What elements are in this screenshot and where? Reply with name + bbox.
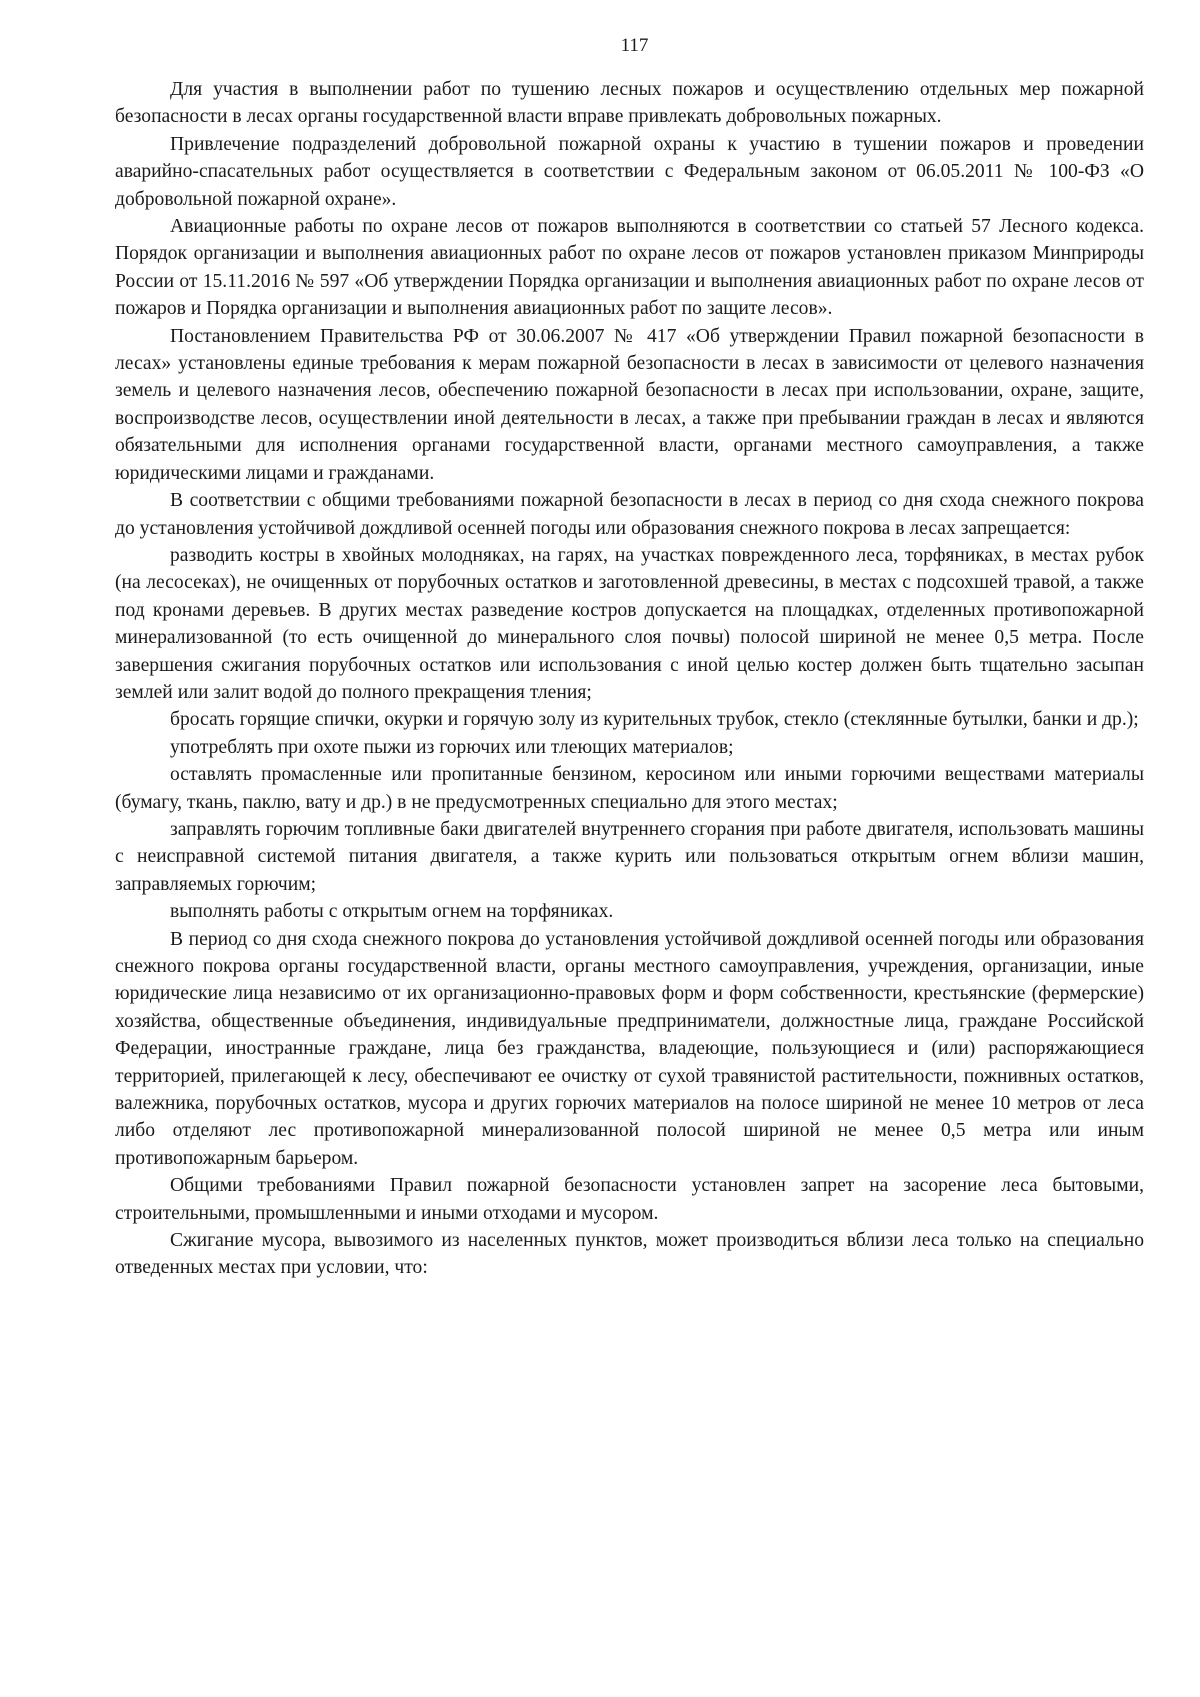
list-item: разводить костры в хвойных молодняках, на гарях, на участках поврежденного леса, торфяниках, в местах рубок (на лесосеках), не очищенных от порубочных остатков и заготовленной древесины, в местах с подсохшей травой, а также под кронами деревьев. В других местах разведение костров допускается на площадках, отделенных противопожарной минерализованной (то есть очищенной до минерального слоя почвы) полосой шириной не менее 0,5 метра. После завершения сжигания порубочных остатков или использования с иной целью костер должен быть тщательно засыпан землей или залит водой до полного прекращения тления; xyxy=(115,544,1144,703)
paragraph: Для участия в выполнении работ по тушению лесных пожаров и осуществлению отдельных мер пожарной безопасности в лесах органы государственной власти вправе привлекать добровольных пожарных. xyxy=(115,79,1144,128)
paragraph: В период со дня схода снежного покрова до установления устойчивой дождливой осенней погоды или образования снежного покрова органы государственной власти, органы местного самоуправления, учреждения, организации, иные юридические лица независимо от их организационно-правовых форм и форм собственности, крестьянские (фермерские) хозяйства, общественные объединения, индивидуальные предприниматели, должностные лица, граждане Российской Федерации, иностранные граждане, лица без гражданства, владеющие, пользующиеся и (или) распоряжающиеся территорией, прилегающей к лесу, обеспечивают ее очистку от сухой травянистой растительности, пожнивных остатков, валежника, порубочных остатков, мусора и других горючих материалов на полосе шириной не менее 10 метров от леса либо отделяют лес противопожарной минерализованной полосой шириной не менее 0,5 метра или иным противопожарным барьером. xyxy=(115,928,1144,1169)
list-item: употреблять при охоте пыжи из горючих или тлеющих материалов; xyxy=(170,736,734,758)
list-item: выполнять работы с открытым огнем на торфяниках. xyxy=(170,901,614,923)
list-item: заправлять горючим топливные баки двигателей внутреннего сгорания при работе двигателя, использовать машины с неисправной системой питания двигателя, а также курить или пользоваться открытым огнем вблизи машин, заправляемых горючим; xyxy=(115,818,1144,895)
paragraph: Постановлением Правительства РФ от 30.06.2007 № 417 «Об утверждении Правил пожарной безопасности в лесах» установлены единые требования к мерам пожарной безопасности в лесах в зависимости от целевого назначения земель и целевого назначения лесов, обеспечению пожарной безопасности в лесах при использовании, охране, защите, воспроизводстве лесов, осуществлении иной деятельности в лесах, а также при пребывании граждан в лесах и являются обязательными для исполнения органами государственной власти, органами местного самоуправления, а также юридическими лицами и гражданами. xyxy=(115,325,1144,484)
document-body xyxy=(115,76,1144,1282)
list-item: бросать горящие спички, окурки и горячую золу из курительных трубок, стекло (стеклянные бутылки, банки и др.); xyxy=(170,709,1139,731)
paragraph: Сжигание мусора, вывозимого из населенных пунктов, может производиться вблизи леса только на специально отведенных местах при условии, что: xyxy=(115,1230,1144,1279)
paragraph: Общими требованиями Правил пожарной безопасности установлен запрет на засорение леса бытовыми, строительными, промышленными и иными отходами и мусором. xyxy=(115,1175,1144,1224)
page-number: 117 xyxy=(620,35,649,56)
paragraph: Авиационные работы по охране лесов от пожаров выполняются в соответствии со статьей 57 Лесного кодекса. Порядок организации и выполнения авиационных работ по охране лесов от пожаров установлен приказом Минприроды России от 15.11.2016 № 597 «Об утверждении Порядка организации и выполнения авиационных работ по охране лесов от пожаров и Порядка организации и выполнения авиационных работ по защите лесов». xyxy=(115,216,1144,320)
paragraph: В соответствии с общими требованиями пожарной безопасности в лесах в период со дня схода снежного покрова до установления устойчивой дождливой осенней погоды или образования снежного покрова в лесах запрещается: xyxy=(115,490,1144,539)
paragraph: Привлечение подразделений добровольной пожарной охраны к участию в тушении пожаров и проведении аварийно-спасательных работ осуществляется в соответствии с Федеральным законом от 06.05.2011 № 100-ФЗ «О добровольной пожарной охране». xyxy=(115,133,1144,210)
list-item: оставлять промасленные или пропитанные бензином, керосином или иными горючими веществами материалы (бумагу, ткань, паклю, вату и др.) в не предусмотренных специально для этого местах; xyxy=(115,764,1144,813)
